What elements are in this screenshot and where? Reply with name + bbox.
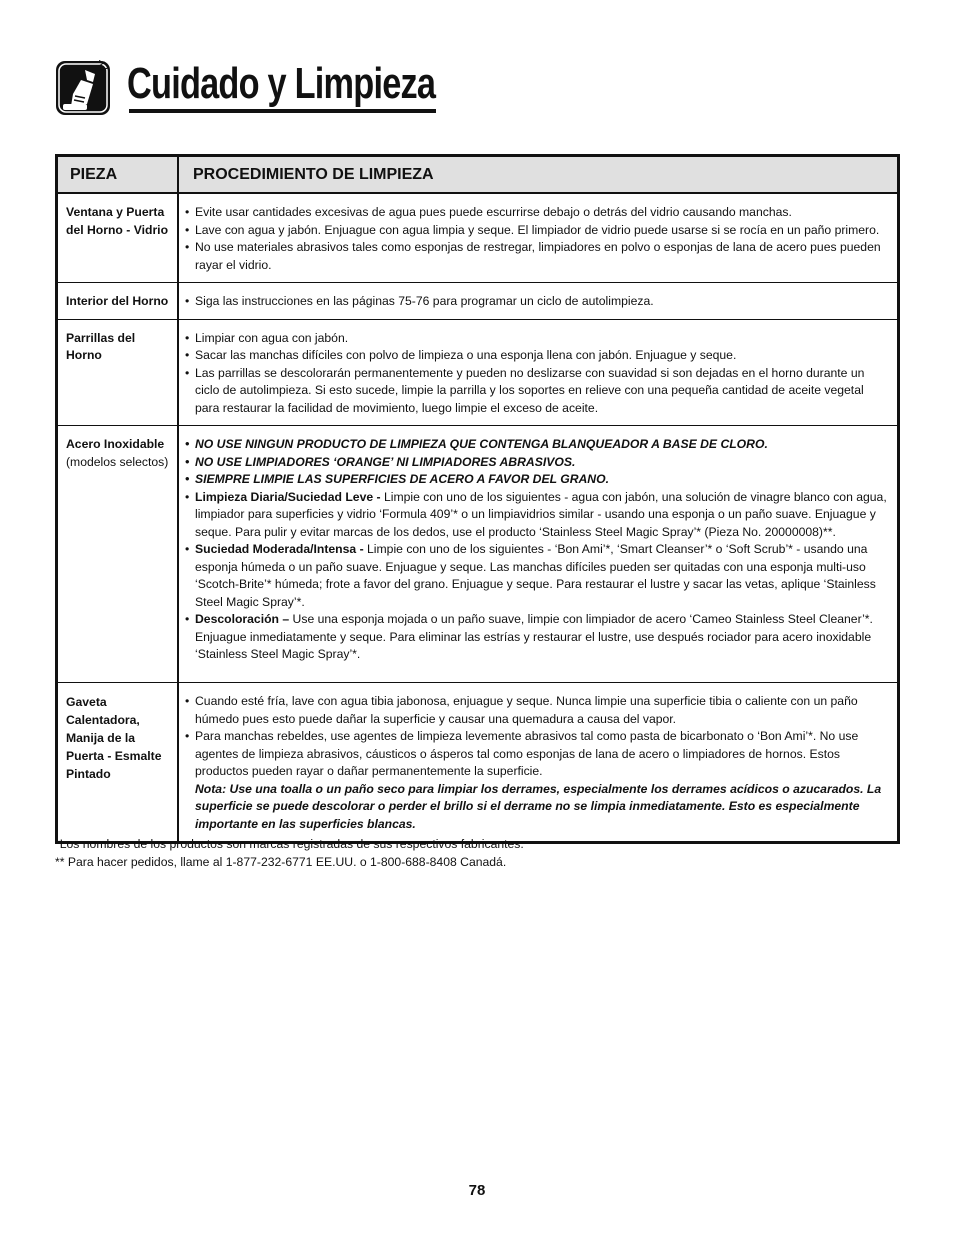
list-item: • Siga las instrucciones en las páginas 75-76 para programar un ciclo de autolimpieza.: [183, 293, 889, 311]
cleaning-table: [55, 154, 900, 844]
procedure-cell: [178, 683, 899, 843]
list-item: • Lave con agua y jabón. Enjuague con agua limpia y seque. El limpiador de vidrio puede usarse si se rocía en un paño primero.: [183, 222, 889, 240]
list-item: • Limpiar con agua con jabón.: [183, 330, 889, 348]
part-cell: Interior del Horno: [57, 283, 179, 320]
list-item: [183, 611, 889, 664]
procedure-cell: [178, 319, 899, 426]
list-item: • Las parrillas se descolorarán permanentemente y pueden no deslizarse con suavidad si son dejadas en el horno durante un ciclo de autolimpieza. Si esto sucede, limpie la parrilla y los soportes en relieve con una pequeña cantidad de aceite vegetal para restaurar la facilidad de movimiento, luego limpie el exceso de aceite.: [183, 365, 889, 418]
list-item: • Para manchas rebeldes, use agentes de limpieza levemente abrasivos tal como pasta de bicarbonato o ‘Bon Ami’*. No use agentes de limpieza abrasivos, cáusticos o ásperos tal como esponjas de lana de acero o limpiadores de hornos. Estos productos pueden rayar o dañar permanentemente la superficie.: [183, 728, 889, 781]
item-text: Use una esponja mojada o un paño suave, limpie con limpiador de acero ‘Cameo Stainless Steel Cleaner’*. Enjuague inmediatamente y seque. Para eliminar las estrías y restaurar el lustre, use después rociador para acero inoxidable ‘Stainless Steel Magic Spray’*.: [195, 612, 873, 661]
part-cell: Gaveta Calentadora, Manija de la Puerta - Esmalte Pintado: [66, 695, 162, 781]
page-number: 78: [468, 1182, 486, 1199]
part-note: (modelos selectos): [66, 454, 169, 469]
item-text: Limpie con uno de los siguientes - ‘Bon Ami’*, ‘Smart Cleanser’* o ‘Soft Scrub’* - usando una esponja húmeda o un paño suave. Enjuague y seque. Las manchas difíciles pueden ser quitadas con una esponja multi-uso ‘Scotch-Brite’* húmeda; frote a favor del grano. Enjuague y seque. Para restaurar el lustre y sacar las vetas, aplique ‘Stainless Steel Magic Spray’*.: [195, 542, 876, 609]
page-title: Cuidado y Limpieza: [127, 59, 436, 108]
warning-item: • SIEMPRE LIMPIE LAS SUPERFICIES DE ACERO A FAVOR DEL GRANO.: [183, 471, 889, 489]
part-cell: Parrillas del Horno: [57, 319, 179, 426]
footnote: *Los nombres de los productos son marcas registradas de sus respectivos fabricantes.: [55, 837, 524, 851]
part-cell: [57, 426, 179, 683]
table-row: [57, 193, 899, 283]
procedure-cell: [178, 283, 899, 320]
procedure-cell: [178, 426, 899, 683]
table-row: [57, 319, 899, 426]
part-name: Acero Inoxidable: [66, 437, 165, 451]
title-underline: [129, 109, 436, 113]
list-item: [183, 489, 889, 542]
procedure-cell: [178, 193, 899, 283]
list-item: • No use materiales abrasivos tales como esponjas de restregar, limpiadores en polvo o esponjas de lana de acero pues pueden rayar el vidrio.: [183, 239, 889, 274]
footnotes: [55, 835, 524, 871]
table-row: [57, 683, 899, 843]
item-lead: Limpieza Diaria/Suciedad Leve -: [195, 489, 381, 504]
table-row: [57, 426, 899, 683]
page-header: [55, 55, 436, 117]
table-header-row: [57, 156, 899, 194]
item-lead: Descoloración –: [195, 612, 290, 626]
header-pieza: PIEZA: [57, 156, 179, 194]
warning-item: • NO USE NINGUN PRODUCTO DE LIMPIEZA QUE CONTENGA BLANQUEADOR A BASE DE CLORO.: [183, 436, 889, 454]
part-cell: Ventana y Puerta del Horno - Vidrio: [57, 193, 179, 283]
note-text: Nota: Use una toalla o un paño seco para limpiar los derrames, especialmente los derrames acídicos o azucarados. La superficie se puede descolorar o perder el brillo si el derrame no se limpia inmediatamente. Esto es especialmente importante en las superficies blancas.: [195, 781, 882, 831]
footnote: ** Para hacer pedidos, llame al 1-877-232-6771 EE.UU. o 1-800-688-8408 Canadá.: [55, 855, 507, 869]
item-lead: Suciedad Moderada/Intensa -: [195, 542, 364, 556]
list-item: • Sacar las manchas difíciles con polvo de limpieza o una esponja llena con jabón. Enjuague y seque.: [183, 347, 889, 365]
list-item: • Cuando esté fría, lave con agua tibia jabonosa, enjuague y seque. Nunca limpie una superficie tibia o caliente con un paño húmedo pues esto puede dañar la superficie y causar una quemadura a causa del vapor.: [183, 693, 889, 728]
list-item: • Evite usar cantidades excesivas de agua pues puede escurrirse debajo o detrás del vidrio causando manchas.: [183, 204, 889, 222]
warning-item: • NO USE LIMPIADORES ‘ORANGE’ NI LIMPIADORES ABRASIVOS.: [183, 454, 889, 472]
header-procedimiento: PROCEDIMIENTO DE LIMPIEZA: [178, 156, 899, 194]
item-text: Limpie con uno de los siguientes - agua con jabón, una solución de vinagre blanco con agua, limpiador para superficies y vidrio ‘Formula 409’* o un limpiavidrios similar - usando una esponja o un paño suave. Enjuague y seque. Para pulir y evitar marcas de los dedos, use el producto ‘Stainless Steel Magic Spray’* (Pieza No. 20000008)**.: [195, 489, 887, 539]
table-row: [57, 283, 899, 320]
cleaning-spray-icon: [55, 60, 111, 116]
list-item: [183, 541, 889, 611]
